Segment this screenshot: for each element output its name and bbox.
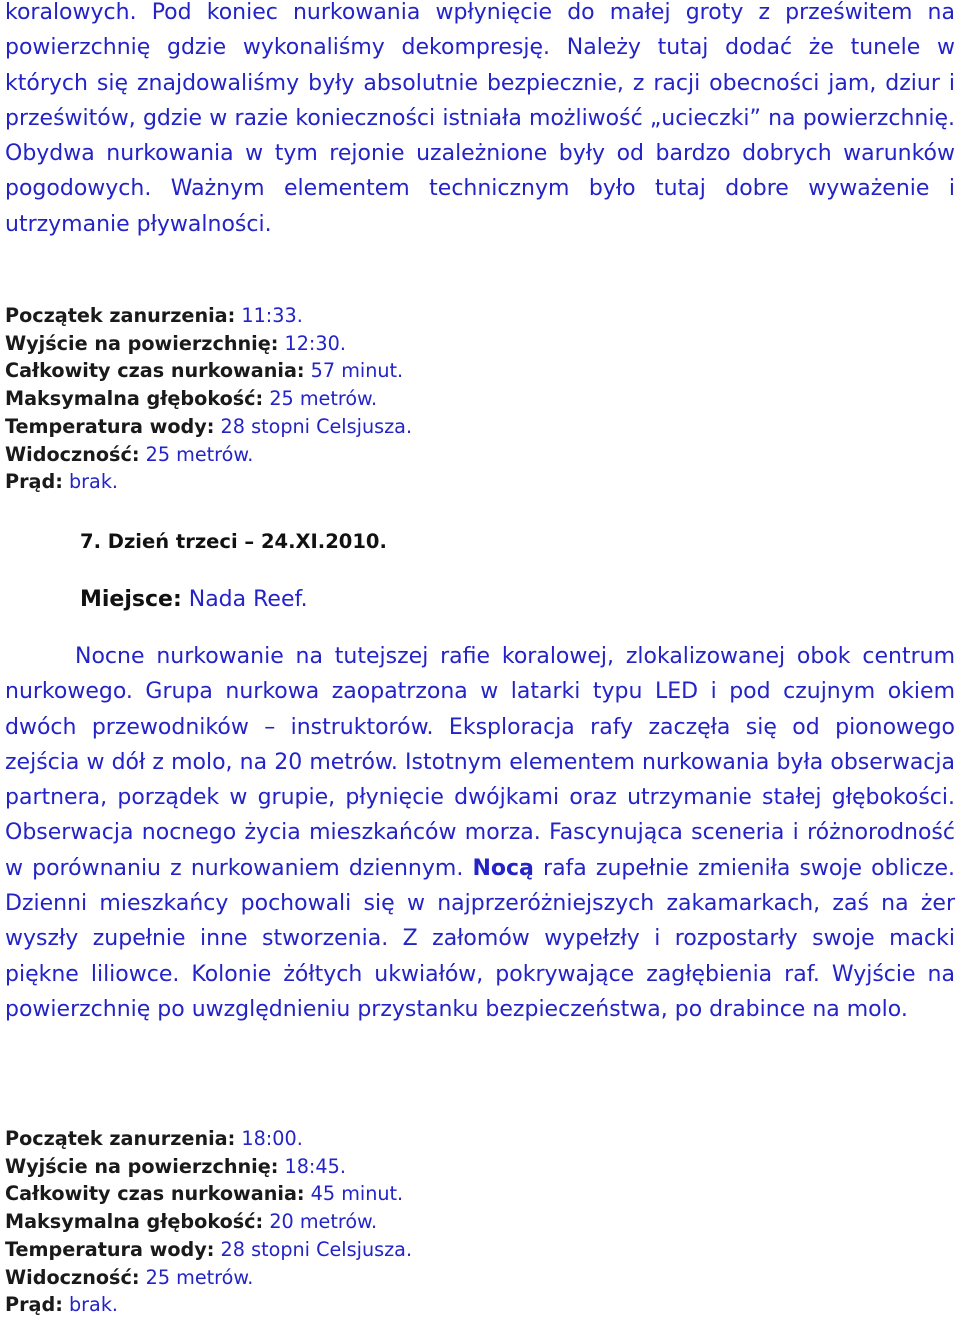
stat-duration <box>5 1180 412 1208</box>
stat-value: 28 stopni Celsjusza. <box>214 414 413 438</box>
stat-value: 45 minut. <box>304 1182 404 1206</box>
stat-label: Maksymalna głębokość: <box>5 387 264 411</box>
stat-start <box>5 302 412 330</box>
stat-value: 12:30. <box>278 331 346 355</box>
stat-value: 25 metrów. <box>263 387 378 411</box>
stat-visibility <box>5 1264 412 1292</box>
stat-surface <box>5 330 412 358</box>
stat-label: Całkowity czas nurkowania: <box>5 1182 305 1206</box>
stat-temperature <box>5 1236 412 1264</box>
stat-label: Początek zanurzenia: <box>5 304 236 327</box>
stat-start <box>5 1125 412 1153</box>
paragraph-text: rafa zupełnie zmieniła swoje oblicze. Dzienni mieszkańcy pochowali się w najprzeróżniejszych zakamarkach, zaś na żer wyszły zupełnie inne stworzenia. Z załomów wypełzły i rozpostarły swoje macki piękne liliowce. Kolonie żółtych ukwiałów, pokrywające zagłębienia raf. Wyjście na powierzchnię po uwzględnieniu przystanku bezpieczeństwa, po drabince na molo. <box>5 855 955 1022</box>
stat-value: 57 minut. <box>304 359 404 383</box>
stat-label: Początek zanurzenia: <box>5 1127 236 1150</box>
stat-surface <box>5 1153 412 1181</box>
paragraph-night-dive <box>5 639 955 1027</box>
stat-depth <box>5 385 412 413</box>
dive-location <box>80 587 308 612</box>
paragraph-cave-dive: koralowych. Pod koniec nurkowania wpłynięcie do małej groty z prześwitem na powierzchnię gdzie wykonaliśmy dekompresję. Należy tutaj dodać że tunele w których się znajdowaliśmy były absolutnie bezpiecznie, z racji obecności jam, dziur i prześwitów, gdzie w razie konieczności istniała możliwość „ucieczki” na powierzchnię. Obydwa nurkowania w tym rejonie uzależnione były od bardzo dobrych warunków pogodowych. Ważnym elementem technicznym było tutaj dobre wyważenie i utrzymanie pływalności. <box>5 0 955 237</box>
stat-value: 25 metrów. <box>139 442 254 466</box>
stat-value: 28 stopni Celsjusza. <box>214 1237 413 1261</box>
stat-label: Temperatura wody: <box>5 1237 215 1261</box>
stat-label: Wyjście na powierzchnię: <box>5 1154 279 1178</box>
paragraph-emphasis: Nocą <box>472 855 534 881</box>
stat-value: 18:00. <box>235 1127 303 1150</box>
location-value: Nada Reef. <box>181 587 308 612</box>
stat-value: brak. <box>62 470 119 494</box>
stat-label: Prąd: <box>5 470 63 494</box>
stat-value: brak. <box>62 1293 119 1317</box>
dive-stats-day2 <box>5 302 412 496</box>
stat-label: Widoczność: <box>5 1265 140 1289</box>
stat-depth <box>5 1208 412 1236</box>
stat-current <box>5 468 412 496</box>
stat-duration <box>5 357 412 385</box>
stat-value: 25 metrów. <box>139 1265 254 1289</box>
stat-current <box>5 1291 412 1319</box>
stat-label: Maksymalna głębokość: <box>5 1210 264 1234</box>
stat-label: Wyjście na powierzchnię: <box>5 331 279 355</box>
section-heading: 7. Dzień trzeci – 24.XI.2010. <box>80 530 387 553</box>
stat-temperature <box>5 413 412 441</box>
stat-label: Temperatura wody: <box>5 414 215 438</box>
stat-visibility <box>5 441 412 469</box>
stat-label: Widoczność: <box>5 442 140 466</box>
location-label: Miejsce: <box>80 587 182 612</box>
stat-value: 18:45. <box>278 1154 346 1178</box>
stat-label: Prąd: <box>5 1293 63 1317</box>
stat-value: 20 metrów. <box>263 1210 378 1234</box>
dive-stats-day3 <box>5 1125 412 1319</box>
stat-label: Całkowity czas nurkowania: <box>5 359 305 383</box>
stat-value: 11:33. <box>235 304 303 327</box>
paragraph-text: Nocne nurkowanie na tutejszej rafie koralowej, zlokalizowanej obok centrum nurkowego. Grupa nurkowa zaopatrzona w latarki typu LED i pod czujnym okiem dwóch przewodników – instruktorów. Eksploracja rafy zaczęła się od pionowego zejścia w dół z molo, na 20 metrów. Istotnym elementem nurkowania była obserwacja partnera, porządek w grupie, płynięcie dwójkami oraz utrzymanie stałej głębokości. Obserwacja nocnego życia mieszkańców morza. Fascynująca sceneria i różnorodność w porównaniu z nurkowaniem dziennym. <box>5 644 955 881</box>
